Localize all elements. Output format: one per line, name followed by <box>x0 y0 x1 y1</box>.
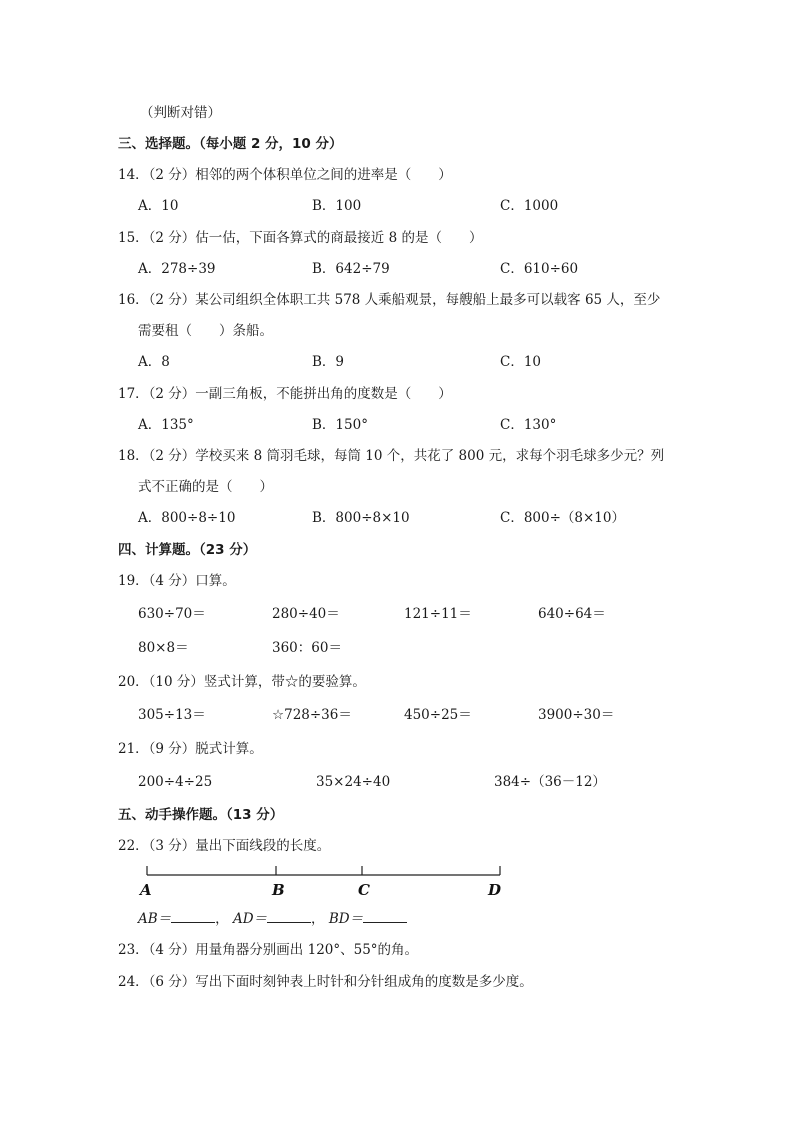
answer-blank-ad[interactable] <box>267 910 311 923</box>
question-16-cont: 需要租（ ）条船。 <box>138 323 273 339</box>
option-15-b: B．642÷79 <box>312 261 390 277</box>
option-15-c: C．610÷60 <box>500 261 579 277</box>
q19-item: 640÷64＝ <box>538 606 606 622</box>
section-heading-operation: 五、动手操作题。（13 分） <box>118 807 284 823</box>
question-18: 18．（2 分）学校买来 8 筒羽毛球，每筒 10 个，共花了 800 元，求每个羽毛球多少元？列 <box>118 448 665 464</box>
question-14: 14．（2 分）相邻的两个体积单位之间的进率是（ ） <box>118 167 452 183</box>
option-14-b: B．100 <box>312 198 362 214</box>
q19-item: 630÷70＝ <box>138 606 206 622</box>
question-24: 24．（6 分）写出下面时刻钟表上时针和分针组成角的度数是多少度。 <box>118 974 533 990</box>
q20-item: 450÷25＝ <box>404 707 472 723</box>
option-17-a: A．135° <box>138 417 194 433</box>
separator: ， <box>311 911 325 927</box>
question-16: 16．（2 分）某公司组织全体职工共 578 人乘船观景，每艘船上最多可以载客 65 人，至少 <box>118 292 661 308</box>
point-label-a: A <box>140 881 152 899</box>
section-heading-calc: 四、计算题。（23 分） <box>118 542 257 558</box>
answer-blank-bd[interactable] <box>363 910 407 923</box>
option-17-c: C．130° <box>500 417 557 433</box>
q20-item: 3900÷30＝ <box>538 707 615 723</box>
option-18-b: B．800÷8×10 <box>312 510 410 526</box>
q19-item: 121÷11＝ <box>404 606 472 622</box>
question-22: 22．（3 分）量出下面线段的长度。 <box>118 838 331 854</box>
question-18-cont: 式不正确的是（ ） <box>138 479 273 495</box>
question-21: 21．（9 分）脱式计算。 <box>118 741 263 757</box>
q20-item: 305÷13＝ <box>138 707 206 723</box>
option-16-c: C．10 <box>500 354 542 370</box>
point-label-d: D <box>488 881 502 899</box>
q19-item: 80×8＝ <box>138 640 189 656</box>
point-label-b: B <box>272 881 285 899</box>
q19-item: 280÷40＝ <box>272 606 340 622</box>
q21-item: 35×24÷40 <box>316 774 391 790</box>
point-label-c: C <box>358 881 370 899</box>
answer-label-ad: AD＝ <box>232 911 268 927</box>
q19-item: 360：60＝ <box>272 640 342 656</box>
q21-item: 200÷4÷25 <box>138 774 213 790</box>
option-18-a: A．800÷8÷10 <box>138 510 236 526</box>
top-note: （判断对错） <box>140 105 221 121</box>
question-20: 20．（10 分）竖式计算，带☆的要验算。 <box>118 674 366 690</box>
q21-item: 384÷（36－12） <box>494 774 606 790</box>
question-19: 19．（4 分）口算。 <box>118 573 236 589</box>
question-23: 23．（4 分）用量角器分别画出 120°、55°的角。 <box>118 942 419 958</box>
option-16-b: B．9 <box>312 354 345 370</box>
option-14-c: C．1000 <box>500 198 559 214</box>
answer-label-ab: AB＝ <box>138 911 172 927</box>
option-16-a: A．8 <box>138 354 170 370</box>
answer-label-bd: BD＝ <box>328 911 364 927</box>
separator: ， <box>215 911 229 927</box>
option-17-b: B．150° <box>312 417 368 433</box>
question-17: 17．（2 分）一副三角板，不能拼出角的度数是（ ） <box>118 386 452 402</box>
option-14-a: A．10 <box>138 198 179 214</box>
line-segment-figure <box>130 860 510 900</box>
q20-item: ☆728÷36＝ <box>272 707 352 723</box>
measurement-answers <box>138 910 407 928</box>
answer-blank-ab[interactable] <box>171 910 215 923</box>
section-heading-choice: 三、选择题。（每小题 2 分，10 分） <box>118 136 343 152</box>
option-18-c: C．800÷（8×10） <box>500 510 625 526</box>
option-15-a: A．278÷39 <box>138 261 216 277</box>
question-15: 15．（2 分）估一估，下面各算式的商最接近 8 的是（ ） <box>118 230 483 246</box>
